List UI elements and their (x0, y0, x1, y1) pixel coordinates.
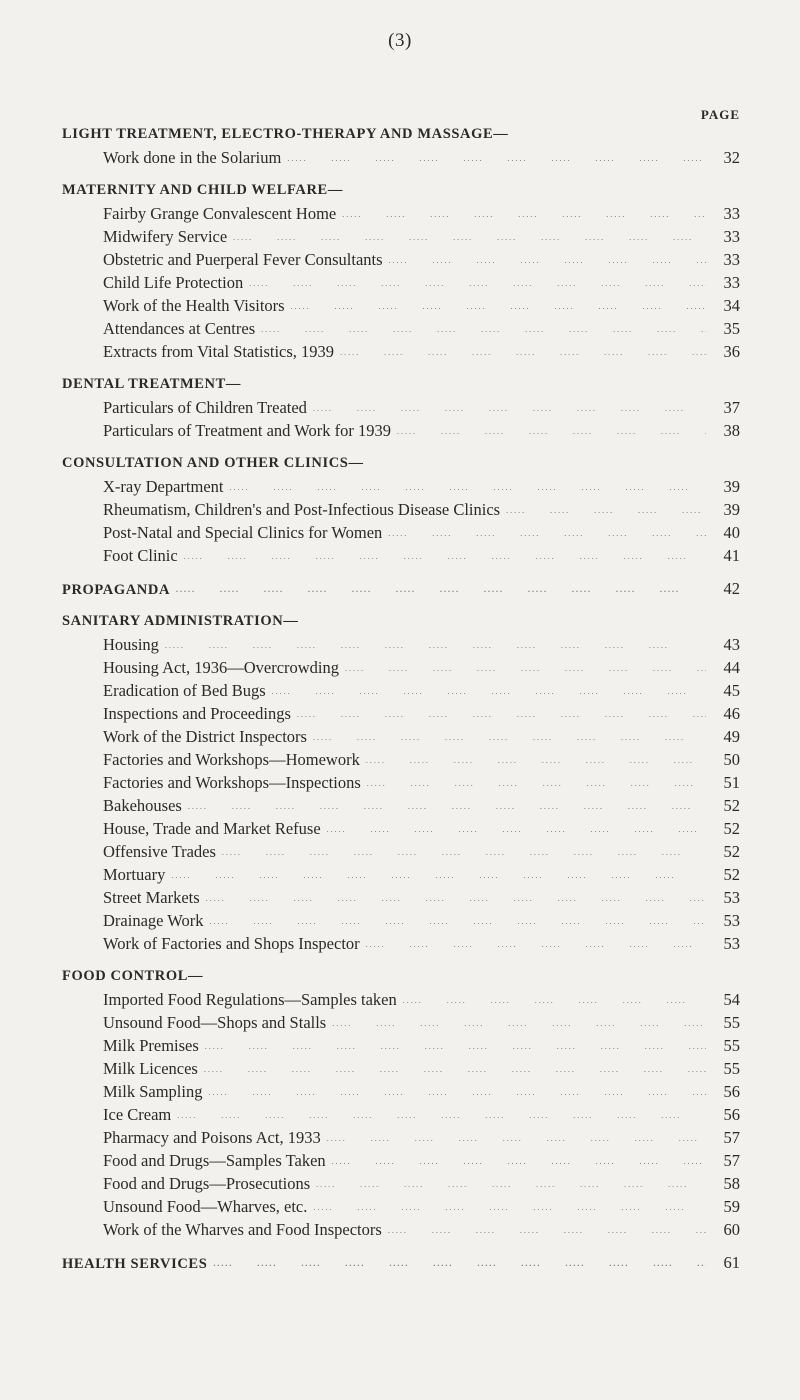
page-ref: 53 (723, 888, 740, 907)
toc-entry (62, 1034, 740, 1057)
toc-entry (62, 863, 740, 886)
entry-label: Post-Natal and Special Clinics for Women (103, 523, 383, 542)
page-ref: 57 (723, 1151, 740, 1170)
dot-leader (208, 1081, 706, 1104)
dot-leader (316, 1173, 706, 1196)
dot-leader (188, 795, 706, 818)
toc-entry (62, 396, 740, 419)
toc-entry (62, 248, 740, 271)
page-ref: 34 (723, 296, 740, 315)
page-ref: 39 (723, 477, 740, 496)
toc-entry (62, 1126, 740, 1149)
page-column-header: PAGE (700, 107, 740, 122)
dot-leader (327, 1127, 706, 1150)
page-ref: 52 (723, 819, 740, 838)
entry-label: Pharmacy and Poisons Act, 1933 (103, 1128, 321, 1147)
page-ref: 51 (723, 773, 740, 792)
page-ref: 49 (723, 727, 740, 746)
dot-leader (230, 476, 707, 499)
page-ref: 45 (723, 681, 740, 700)
entry-label: Work of the Wharves and Food Inspectors (103, 1220, 382, 1239)
page-ref: 38 (723, 421, 740, 440)
toc-section (62, 1251, 740, 1274)
toc-entry (62, 475, 740, 498)
section-heading-text: PROPAGANDA (62, 582, 171, 598)
toc-entry (62, 521, 740, 544)
entry-label: Work of Factories and Shops Inspector (103, 934, 360, 953)
page-ref: 60 (723, 1220, 740, 1239)
toc-entry (62, 679, 740, 702)
entry-label: Particulars of Children Treated (103, 398, 307, 417)
toc-section (62, 179, 740, 363)
page-ref: 40 (723, 523, 740, 542)
toc-entry (62, 725, 740, 748)
dot-leader (388, 522, 706, 545)
dot-leader (313, 726, 706, 749)
dot-leader (210, 910, 706, 933)
page-ref: 57 (723, 1128, 740, 1147)
toc-entry (62, 909, 740, 932)
dot-leader (342, 203, 706, 226)
page-ref: 37 (723, 398, 740, 417)
dot-leader (389, 249, 706, 272)
dot-leader (261, 318, 706, 341)
section-heading (62, 610, 740, 633)
dot-leader (340, 341, 706, 364)
page-ref: 35 (723, 319, 740, 338)
entry-label: Food and Drugs—Prosecutions (103, 1174, 311, 1193)
entry-label: Housing (103, 635, 159, 654)
page-ref: 54 (723, 990, 740, 1009)
toc-entry (62, 340, 740, 363)
dot-leader (222, 841, 706, 864)
entry-label: Bakehouses (103, 796, 182, 815)
section-heading (62, 123, 740, 146)
page-ref: 42 (723, 579, 740, 598)
page-ref: 36 (723, 342, 740, 361)
page-ref: 53 (723, 934, 740, 953)
dot-leader (177, 1104, 706, 1127)
toc-entry (62, 748, 740, 771)
dot-leader (506, 499, 706, 522)
toc-entry (62, 1057, 740, 1080)
dot-leader (313, 1196, 706, 1219)
entry-label: Milk Licences (103, 1059, 198, 1078)
page-ref: 33 (723, 204, 740, 223)
entry-label: Extracts from Vital Statistics, 1939 (103, 342, 335, 361)
toc-section (62, 373, 740, 442)
page-number: (3) (388, 30, 412, 51)
toc-entry (62, 1103, 740, 1126)
page-ref: 39 (723, 500, 740, 519)
dot-leader (366, 749, 706, 772)
entry-label: Fairby Grange Convalescent Home (103, 204, 337, 223)
page-ref: 56 (723, 1105, 740, 1124)
dot-leader (213, 1252, 706, 1275)
entry-label: Rheumatism, Children's and Post-Infectious Disease Clinics (103, 500, 501, 519)
toc-section (62, 610, 740, 955)
section-heading-text: DENTAL TREATMENT— (62, 376, 241, 392)
section-heading (62, 452, 740, 475)
entry-label: Imported Food Regulations—Samples taken (103, 990, 397, 1009)
dot-leader (249, 272, 706, 295)
toc-section (62, 452, 740, 567)
entry-label: Work of the Health Visitors (103, 296, 285, 315)
page-ref: 56 (723, 1082, 740, 1101)
page-ref: 58 (723, 1174, 740, 1193)
entry-label: Ice Cream (103, 1105, 172, 1124)
entry-label: Milk Premises (103, 1036, 199, 1055)
entry-label: Child Life Protection (103, 273, 244, 292)
dot-leader (332, 1012, 706, 1035)
page-ref: 33 (723, 250, 740, 269)
entry-label: Work of the District Inspectors (103, 727, 307, 746)
toc-entry (62, 886, 740, 909)
entry-label: Obstetric and Puerperal Fever Consultants (103, 250, 383, 269)
entry-label: Foot Clinic (103, 546, 178, 565)
entry-label: House, Trade and Market Refuse (103, 819, 321, 838)
dot-leader (165, 634, 706, 657)
toc-entry (62, 794, 740, 817)
dot-leader (233, 226, 706, 249)
section-heading-text: CONSULTATION AND OTHER CLINICS— (62, 455, 364, 471)
dot-leader (205, 1035, 706, 1058)
toc-entry (62, 1011, 740, 1034)
toc-entry (62, 225, 740, 248)
entry-label: Particulars of Treatment and Work for 1939 (103, 421, 391, 440)
entry-label: Mortuary (103, 865, 166, 884)
page-ref: 53 (723, 911, 740, 930)
page-ref: 55 (723, 1036, 740, 1055)
section-heading (62, 1251, 740, 1274)
dot-leader (345, 657, 706, 680)
toc-entry (62, 702, 740, 725)
section-heading (62, 179, 740, 202)
section-heading (62, 965, 740, 988)
section-heading-text: SANITARY ADMINISTRATION— (62, 613, 299, 629)
toc-entry (62, 544, 740, 567)
dot-leader (184, 545, 706, 568)
toc-entry (62, 1080, 740, 1103)
entry-label: Inspections and Proceedings (103, 704, 291, 723)
toc-entry (62, 146, 740, 169)
dot-leader (171, 864, 706, 887)
entry-label: Street Markets (103, 888, 200, 907)
toc-entry (62, 817, 740, 840)
toc-section (62, 123, 740, 169)
toc-entry (62, 656, 740, 679)
toc-entry (62, 771, 740, 794)
page-ref: 52 (723, 796, 740, 815)
entry-label: Factories and Workshops—Homework (103, 750, 360, 769)
dot-leader (291, 295, 706, 318)
page-ref: 55 (723, 1059, 740, 1078)
dot-leader (332, 1150, 706, 1173)
page-ref: 46 (723, 704, 740, 723)
entry-label: X-ray Department (103, 477, 224, 496)
toc-entry (62, 1218, 740, 1241)
page-ref: 52 (723, 842, 740, 861)
toc-entry (62, 1195, 740, 1218)
page-ref: 41 (723, 546, 740, 565)
section-heading (62, 373, 740, 396)
entry-label: Factories and Workshops—Inspections (103, 773, 361, 792)
section-heading-text: LIGHT TREATMENT, ELECTRO-THERAPY AND MASSAGE— (62, 126, 509, 142)
page-ref: 33 (723, 273, 740, 292)
toc-entry (62, 932, 740, 955)
dot-leader (313, 397, 706, 420)
dot-leader (297, 703, 706, 726)
page-ref: 61 (723, 1253, 740, 1272)
toc-section (62, 577, 740, 600)
dot-leader (366, 933, 706, 956)
entry-label: Food and Drugs—Samples Taken (103, 1151, 326, 1170)
dot-leader (327, 818, 706, 841)
table-of-contents (62, 123, 740, 1284)
entry-label: Midwifery Service (103, 227, 228, 246)
toc-entry (62, 988, 740, 1011)
page-ref: 43 (723, 635, 740, 654)
entry-label: Work done in the Solarium (103, 148, 282, 167)
dot-leader (176, 578, 706, 601)
section-heading-text: FOOD CONTROL— (62, 968, 204, 984)
dot-leader (388, 1219, 706, 1242)
toc-entry (62, 202, 740, 225)
section-heading (62, 577, 740, 600)
toc-entry (62, 1172, 740, 1195)
section-heading-text: HEALTH SERVICES (62, 1256, 208, 1272)
page-ref: 50 (723, 750, 740, 769)
entry-label: Drainage Work (103, 911, 204, 930)
dot-leader (287, 147, 706, 170)
toc-entry (62, 294, 740, 317)
dot-leader (206, 887, 706, 910)
toc-entry (62, 317, 740, 340)
entry-label: Unsound Food—Wharves, etc. (103, 1197, 308, 1216)
page-ref: 59 (723, 1197, 740, 1216)
entry-label: Milk Sampling (103, 1082, 203, 1101)
toc-entry (62, 633, 740, 656)
page-ref: 52 (723, 865, 740, 884)
page-ref: 33 (723, 227, 740, 246)
toc-section (62, 965, 740, 1241)
page-ref: 55 (723, 1013, 740, 1032)
dot-leader (403, 989, 706, 1012)
entry-label: Unsound Food—Shops and Stalls (103, 1013, 327, 1032)
toc-entry (62, 271, 740, 294)
entry-label: Eradication of Bed Bugs (103, 681, 266, 700)
entry-label: Housing Act, 1936—Overcrowding (103, 658, 340, 677)
entry-label: Offensive Trades (103, 842, 216, 861)
dot-leader (367, 772, 706, 795)
toc-entry (62, 1149, 740, 1172)
entry-label: Attendances at Centres (103, 319, 256, 338)
dot-leader (272, 680, 706, 703)
page-ref: 44 (723, 658, 740, 677)
dot-leader (204, 1058, 706, 1081)
dot-leader (397, 420, 706, 443)
toc-entry (62, 419, 740, 442)
page-ref: 32 (723, 148, 740, 167)
toc-entry (62, 498, 740, 521)
toc-entry (62, 840, 740, 863)
section-heading-text: MATERNITY AND CHILD WELFARE— (62, 182, 343, 198)
